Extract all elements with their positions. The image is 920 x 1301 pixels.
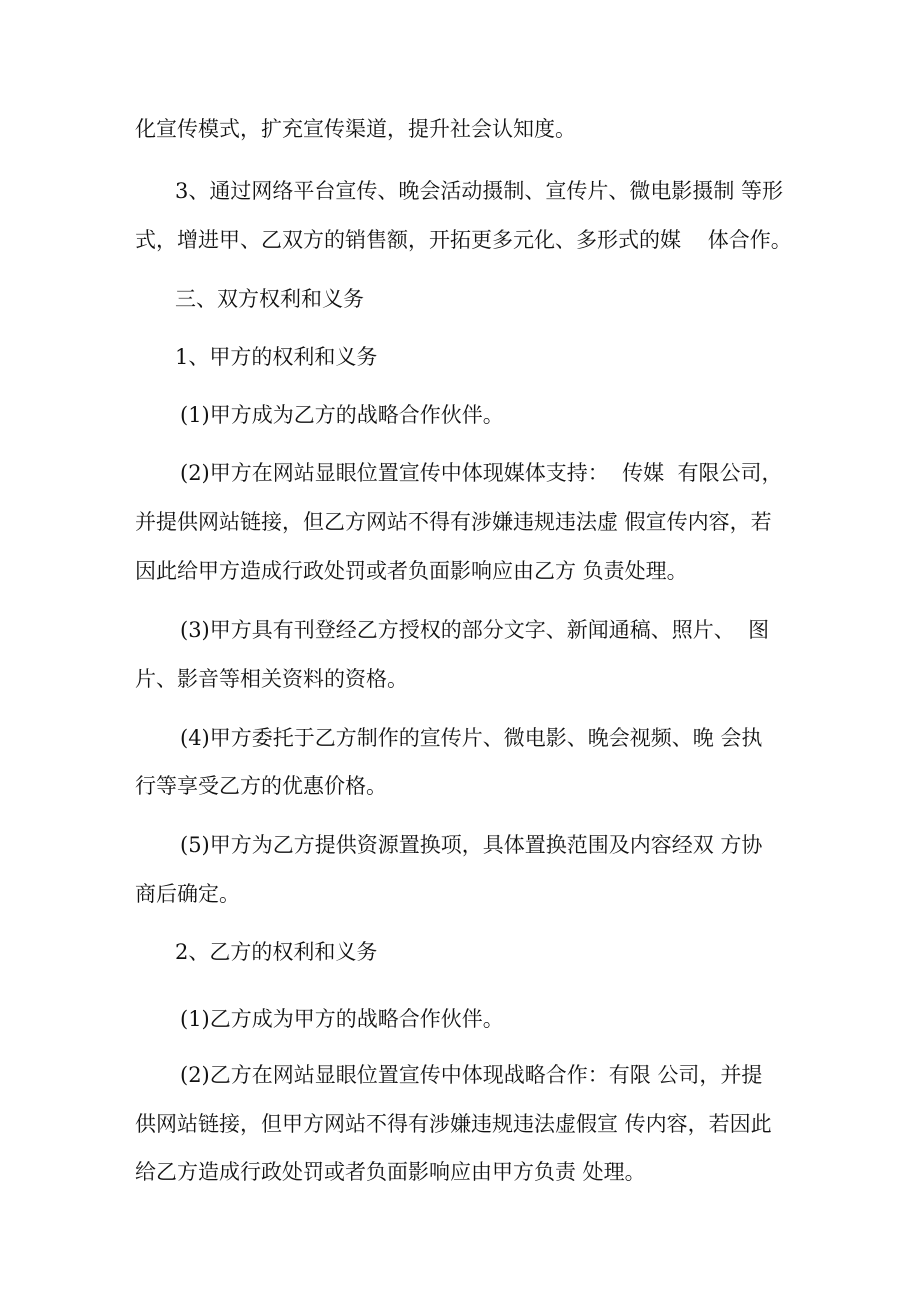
text-line-2: 3、通过网络平台宣传、晚会活动摄制、宣传片、微电影摄制 等形 [175, 179, 784, 203]
subheading-party-a: 1、甲方的权利和义务 [175, 345, 378, 369]
text-line-7: (2)甲方在网站显眼位置宣传中体现媒体支持： 传媒 有限公司， [180, 461, 783, 485]
subheading-party-b: 2、乙方的权利和义务 [175, 940, 378, 964]
text-line-13: 行等享受乙方的优惠价格。 [135, 774, 387, 798]
section-heading-rights: 三、双方权利和义务 [175, 287, 364, 311]
text-line-11: 片、影音等相关资料的资格。 [135, 667, 408, 691]
text-line-18: (2)乙方在网站显眼位置宣传中体现战略合作：有限 公司，并提 [180, 1063, 763, 1087]
text-line-20: 给乙方造成行政处罚或者负面影响应由甲方负责 处理。 [135, 1160, 646, 1184]
text-line-8: 并提供网站链接，但乙方网站不得有涉嫌违规违法虚 假宣传内容，若 [135, 510, 772, 534]
text-line-3: 式，增进甲、乙双方的销售额，开拓更多元化、多形式的媒 体合作。 [135, 228, 792, 252]
text-line-6: (1)甲方成为乙方的战略合作伙伴。 [180, 403, 504, 427]
text-line-14: (5)甲方为乙方提供资源置换项，具体置换范围及内容经双 方协 [180, 833, 763, 857]
text-line-12: (4)甲方委托于乙方制作的宣传片、微电影、晚会视频、晚 会执 [180, 726, 763, 750]
text-line-9: 因此给甲方造成行政处罚或者负面影响应由乙方 负责处理。 [135, 559, 688, 583]
text-line-10: (3)甲方具有刊登经乙方授权的部分文字、新闻通稿、照片、 图 [180, 618, 770, 642]
text-line-1: 化宣传模式，扩充宣传渠道，提升社会认知度。 [135, 117, 576, 141]
text-line-19: 供网站链接，但甲方网站不得有涉嫌违规违法虚假宣 传内容，若因此 [135, 1112, 772, 1136]
text-line-17: (1)乙方成为甲方的战略合作伙伴。 [180, 1007, 504, 1031]
text-line-15: 商后确定。 [135, 882, 240, 906]
